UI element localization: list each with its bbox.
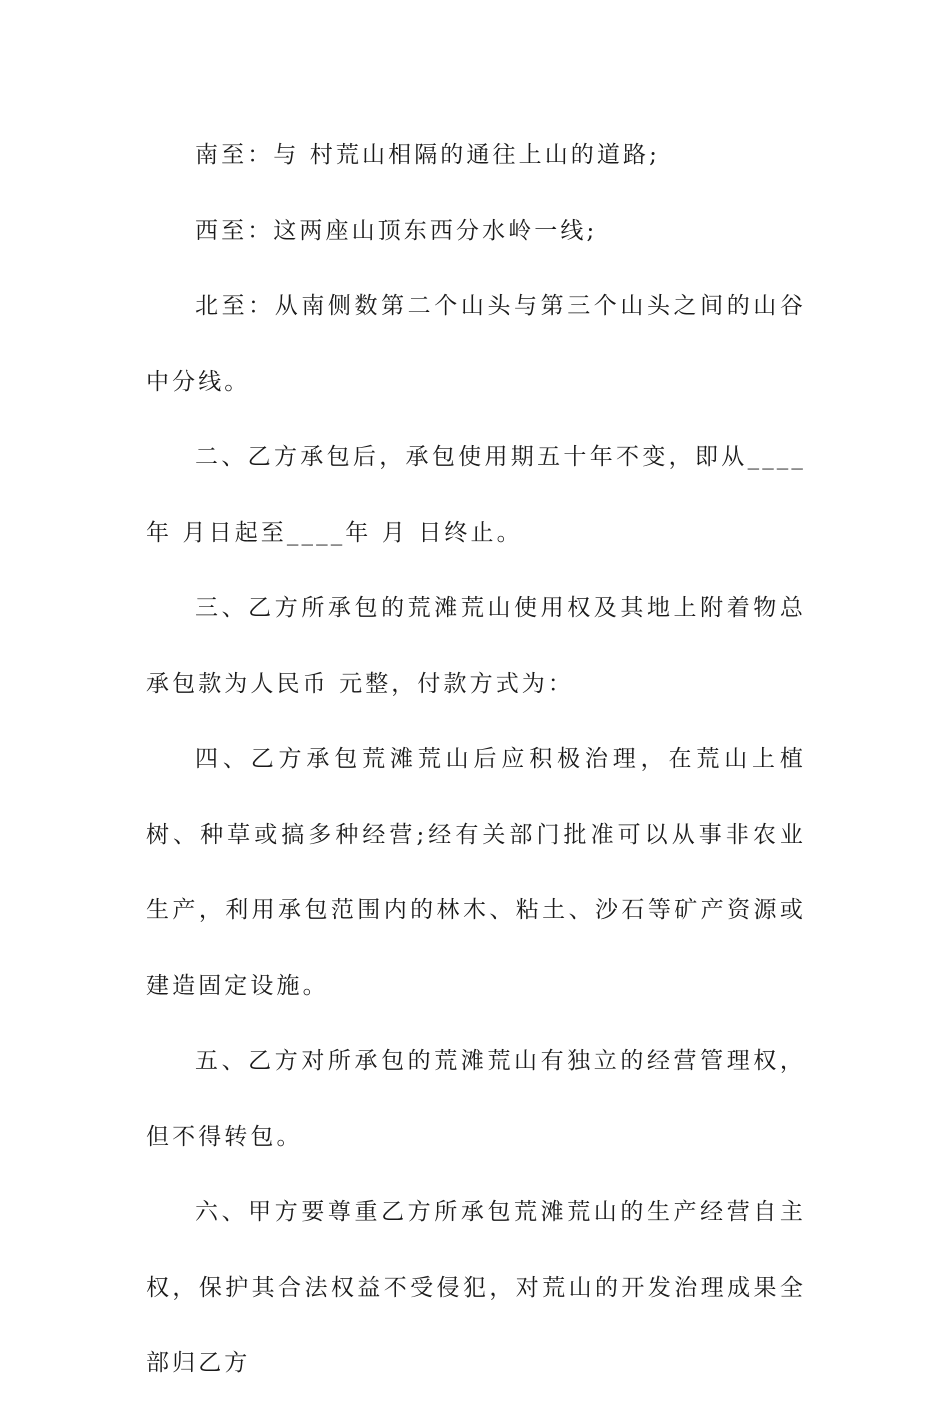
paragraph-south-boundary: 南至：与 村荒山相隔的通往上山的道路; bbox=[195, 142, 660, 168]
paragraph-clause-6: 六、甲方要尊重乙方所承包荒滩荒山的生产经营自主权，保护其合法权益不受侵犯，对荒山的开发治理成果全部归乙方 bbox=[146, 1199, 806, 1376]
paragraph-clause-2: 二、乙方承包后，承包使用期五十年不变，即从____年 月日起至____年 月 日终止。 bbox=[146, 444, 806, 546]
paragraph-clause-5: 五、乙方对所承包的荒滩荒山有独立的经营管理权，但不得转包。 bbox=[146, 1048, 806, 1150]
paragraph-clause-3: 三、乙方所承包的荒滩荒山使用权及其地上附着物总承包款为人民币 元整，付款方式为： bbox=[146, 595, 806, 697]
paragraph-north-boundary: 北至：从南侧数第二个山头与第三个山头之间的山谷中分线。 bbox=[146, 293, 806, 395]
document-body bbox=[146, 118, 806, 1402]
paragraph-clause-4: 四、乙方承包荒滩荒山后应积极治理，在荒山上植树、种草或搞多种经营;经有关部门批准可以从事非农业生产，利用承包范围内的林木、粘土、沙石等矿产资源或建造固定设施。 bbox=[146, 746, 806, 999]
paragraph-west-boundary: 西至：这两座山顶东西分水岭一线; bbox=[195, 217, 598, 244]
